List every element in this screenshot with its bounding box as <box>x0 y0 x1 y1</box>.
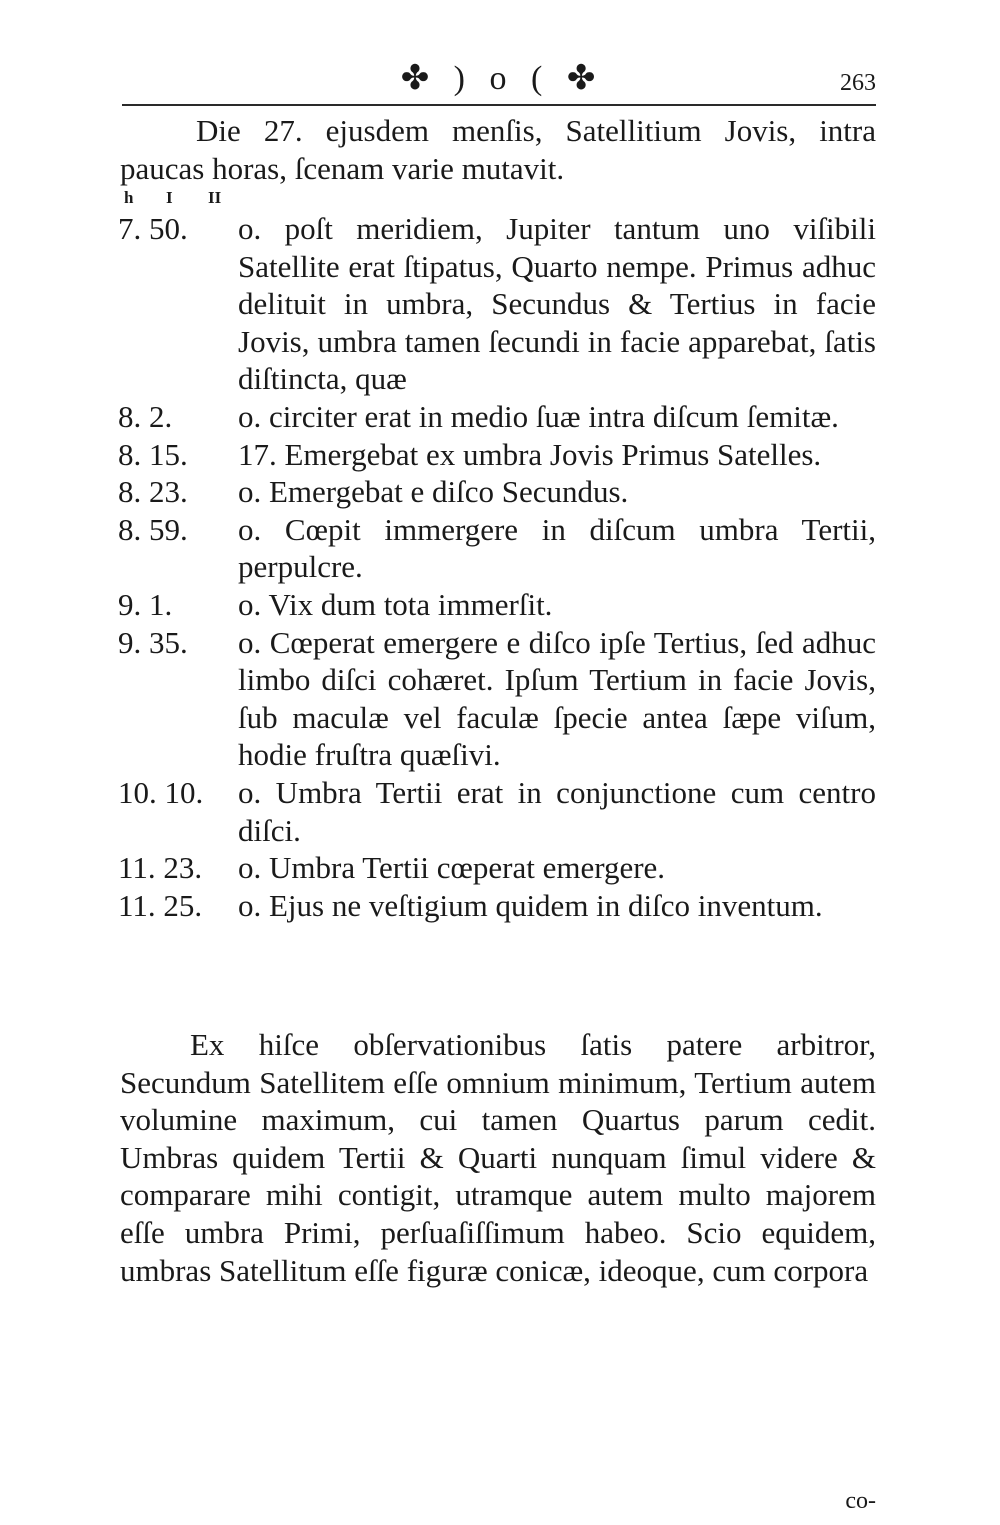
conclusion-paragraph: Ex hiſce obſervationibus ſatis patere arbitror, Secundum Satellitem eſſe omnium minimum, Tertium autem volumine maximum, cui tamen Quartus parum cedit. Umbras quidem Tertii & Quarti nunquam ſimul videre & comparare mihi contigit, utramque autem multo majorem eſſe umbra Primi, perſuaſiſſimum habeo. Scio equidem, umbras Satellitum eſſe figuræ conicæ, ideoque, cum corpora <box>120 1027 876 1288</box>
observation-entry <box>118 887 876 925</box>
observation-entry <box>118 849 876 887</box>
observation-text: o. Cœperat emergere e diſco ipſe Tertius, ſed adhuc limbo diſci cohæret. Ipſum Tertium in facie Jovis, ſub maculæ vel faculæ ſpecie antea ſæpe viſum, hodie fruſtra quæſivi. <box>238 624 876 773</box>
observation-text: o. Umbra Tertii cœperat emergere. <box>238 850 666 886</box>
observation-time: 8. 23. <box>118 474 188 510</box>
observation-entry <box>118 586 876 624</box>
observation-time: 9. 1. <box>118 586 173 622</box>
intro-paragraph: Die 27. ejusdem menſis, Satellitium Jovis, intra paucas horas, ſcenam varie mutavit. <box>120 113 876 186</box>
unit-seconds: II <box>208 188 222 207</box>
observation-entry <box>118 473 876 511</box>
observation-time: 8. 59. <box>118 511 188 547</box>
observation-entry <box>118 511 876 586</box>
observation-text: 17. Emergebat ex umbra Jovis Primus Satelles. <box>238 436 822 472</box>
observation-time: 9. 35. <box>118 624 188 660</box>
catchword: co- <box>845 1488 876 1514</box>
observation-list <box>118 210 876 924</box>
observation-time: 11. 23. <box>118 850 203 886</box>
observation-entry <box>118 624 876 774</box>
observation-entry <box>118 436 876 474</box>
observation-text: o. Cœpit immergere in diſcum umbra Tertii, perpulcre. <box>238 511 876 585</box>
time-units-row <box>124 188 254 208</box>
header-ornament: ✤ ) o ( ✤ <box>400 60 604 97</box>
observation-time: 10. 10. <box>118 774 204 810</box>
observation-text: o. Umbra Tertii erat in conjunctione cum centro diſci. <box>238 774 876 848</box>
observation-time: 11. 25. <box>118 887 203 923</box>
observation-text: o. poſt meridiem, Jupiter tantum uno viſibili Satellite erat ſtipatus, Quarto nempe. Primus adhuc delituit in umbra, Secundus & Tertius in facie Jovis, umbra tamen ſecundi in facie apparebat, ſatis diſtincta, quæ <box>238 211 876 397</box>
observation-entry <box>118 398 876 436</box>
observation-text: o. circiter erat in medio ſuæ intra diſcum ſemitæ. <box>238 398 839 434</box>
unit-minutes: I <box>166 188 173 207</box>
unit-hours: h <box>124 188 134 207</box>
observation-entry <box>118 774 876 849</box>
observation-entry <box>118 210 876 398</box>
observation-time: 8. 15. <box>118 436 188 472</box>
header-rule <box>122 104 876 106</box>
observation-text: o. Emergebat e diſco Secundus. <box>238 474 629 510</box>
page-header <box>122 58 876 102</box>
observation-text: o. Ejus ne veſtigium quidem in diſco inventum. <box>238 887 823 923</box>
page-number: 263 <box>840 70 876 96</box>
observation-time: 7. 50. <box>118 211 188 246</box>
observation-time: 8. 2. <box>118 398 173 434</box>
observation-text: o. Vix dum tota immerſit. <box>238 586 553 622</box>
